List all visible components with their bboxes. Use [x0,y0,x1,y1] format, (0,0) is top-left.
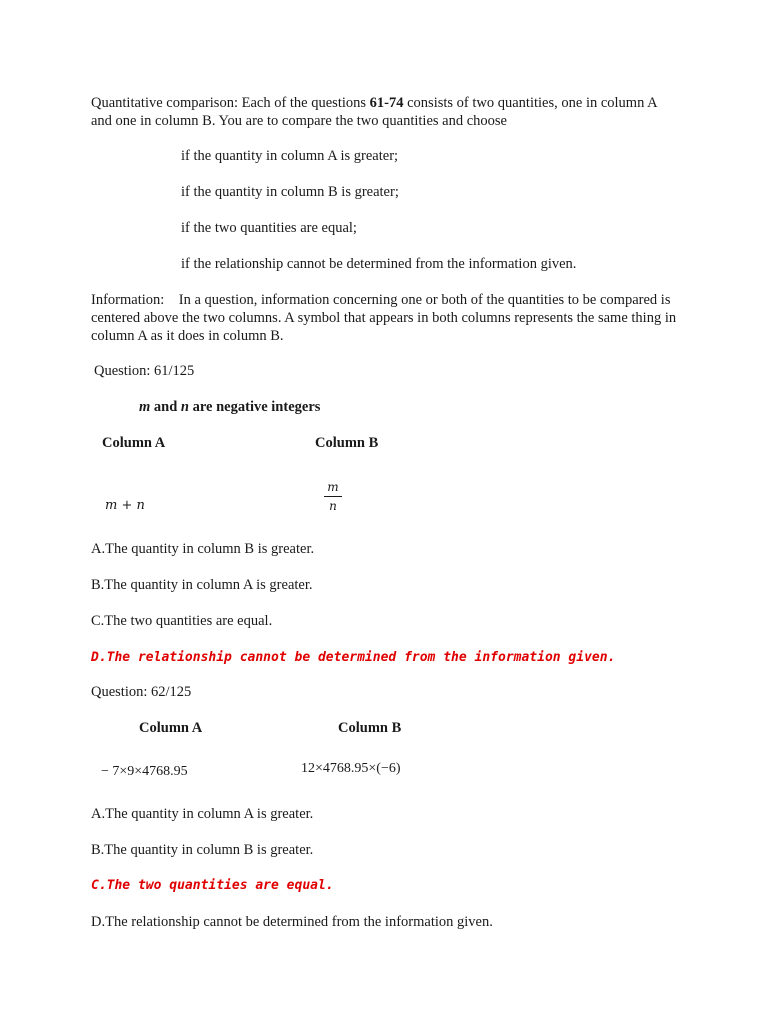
question-62-column-b-expression: 12×4768.95×(−6) [301,761,401,776]
intro-suffix: consists of two quantities, one in column A and one in column B. You are to compare the two quantities and choose [91,95,657,129]
information-paragraph [91,291,681,345]
question-61-label: Question: 61/125 [94,363,195,379]
question-61-premise [139,399,320,416]
question-62-column-a-header: Column A [139,720,203,736]
question-61-option-d-correct[interactable]: D.The relationship cannot be determined from the information given. [91,650,616,665]
question-range: 61-74 [369,95,404,111]
question-62-column-a-expression: − 7×9×4768.95 [101,764,188,779]
premise-rest: are negative integers [189,399,321,415]
question-62-option-b[interactable]: B.The quantity in column B is greater. [91,842,314,858]
intro-paragraph [91,94,681,130]
condition-equal: if the two quantities are equal; [181,220,357,236]
question-61-column-b-fraction [318,480,348,513]
information-label: Information: [91,292,165,308]
premise-and: and [150,399,181,415]
question-61-column-a-header: Column A [102,435,166,451]
fraction-denominator: n [329,499,337,513]
premise-var-n: n [180,399,189,415]
condition-undetermined: if the relationship cannot be determined from the information given. [181,256,577,272]
intro-prefix: Quantitative comparison: Each of the questions [91,95,370,111]
fraction-bar [324,496,342,497]
question-62-column-b-header: Column B [338,720,402,736]
information-text: In a question, information concerning one or both of the quantities to be compared is centered above the two columns. A symbol that appears in both columns represents the same thing in column A as it does in column B. [91,292,677,344]
question-61-option-c[interactable]: C.The two quantities are equal. [91,613,273,629]
question-61-column-a-expression: m + n [105,498,145,513]
question-61-option-b[interactable]: B.The quantity in column A is greater. [91,577,313,593]
condition-a-greater: if the quantity in column A is greater; [181,148,399,164]
question-62-option-c-correct[interactable]: C.The two quantities are equal. [91,878,334,893]
question-61-column-b-header: Column B [315,435,379,451]
question-62-label: Question: 62/125 [91,684,192,700]
condition-b-greater: if the quantity in column B is greater; [181,184,399,200]
question-61-option-a[interactable]: A.The quantity in column B is greater. [91,541,315,557]
question-62-option-a[interactable]: A.The quantity in column A is greater. [91,806,314,822]
premise-var-m: m [139,399,151,415]
question-62-option-d[interactable]: D.The relationship cannot be determined from the information given. [91,914,493,930]
fraction-numerator: m [327,480,339,494]
